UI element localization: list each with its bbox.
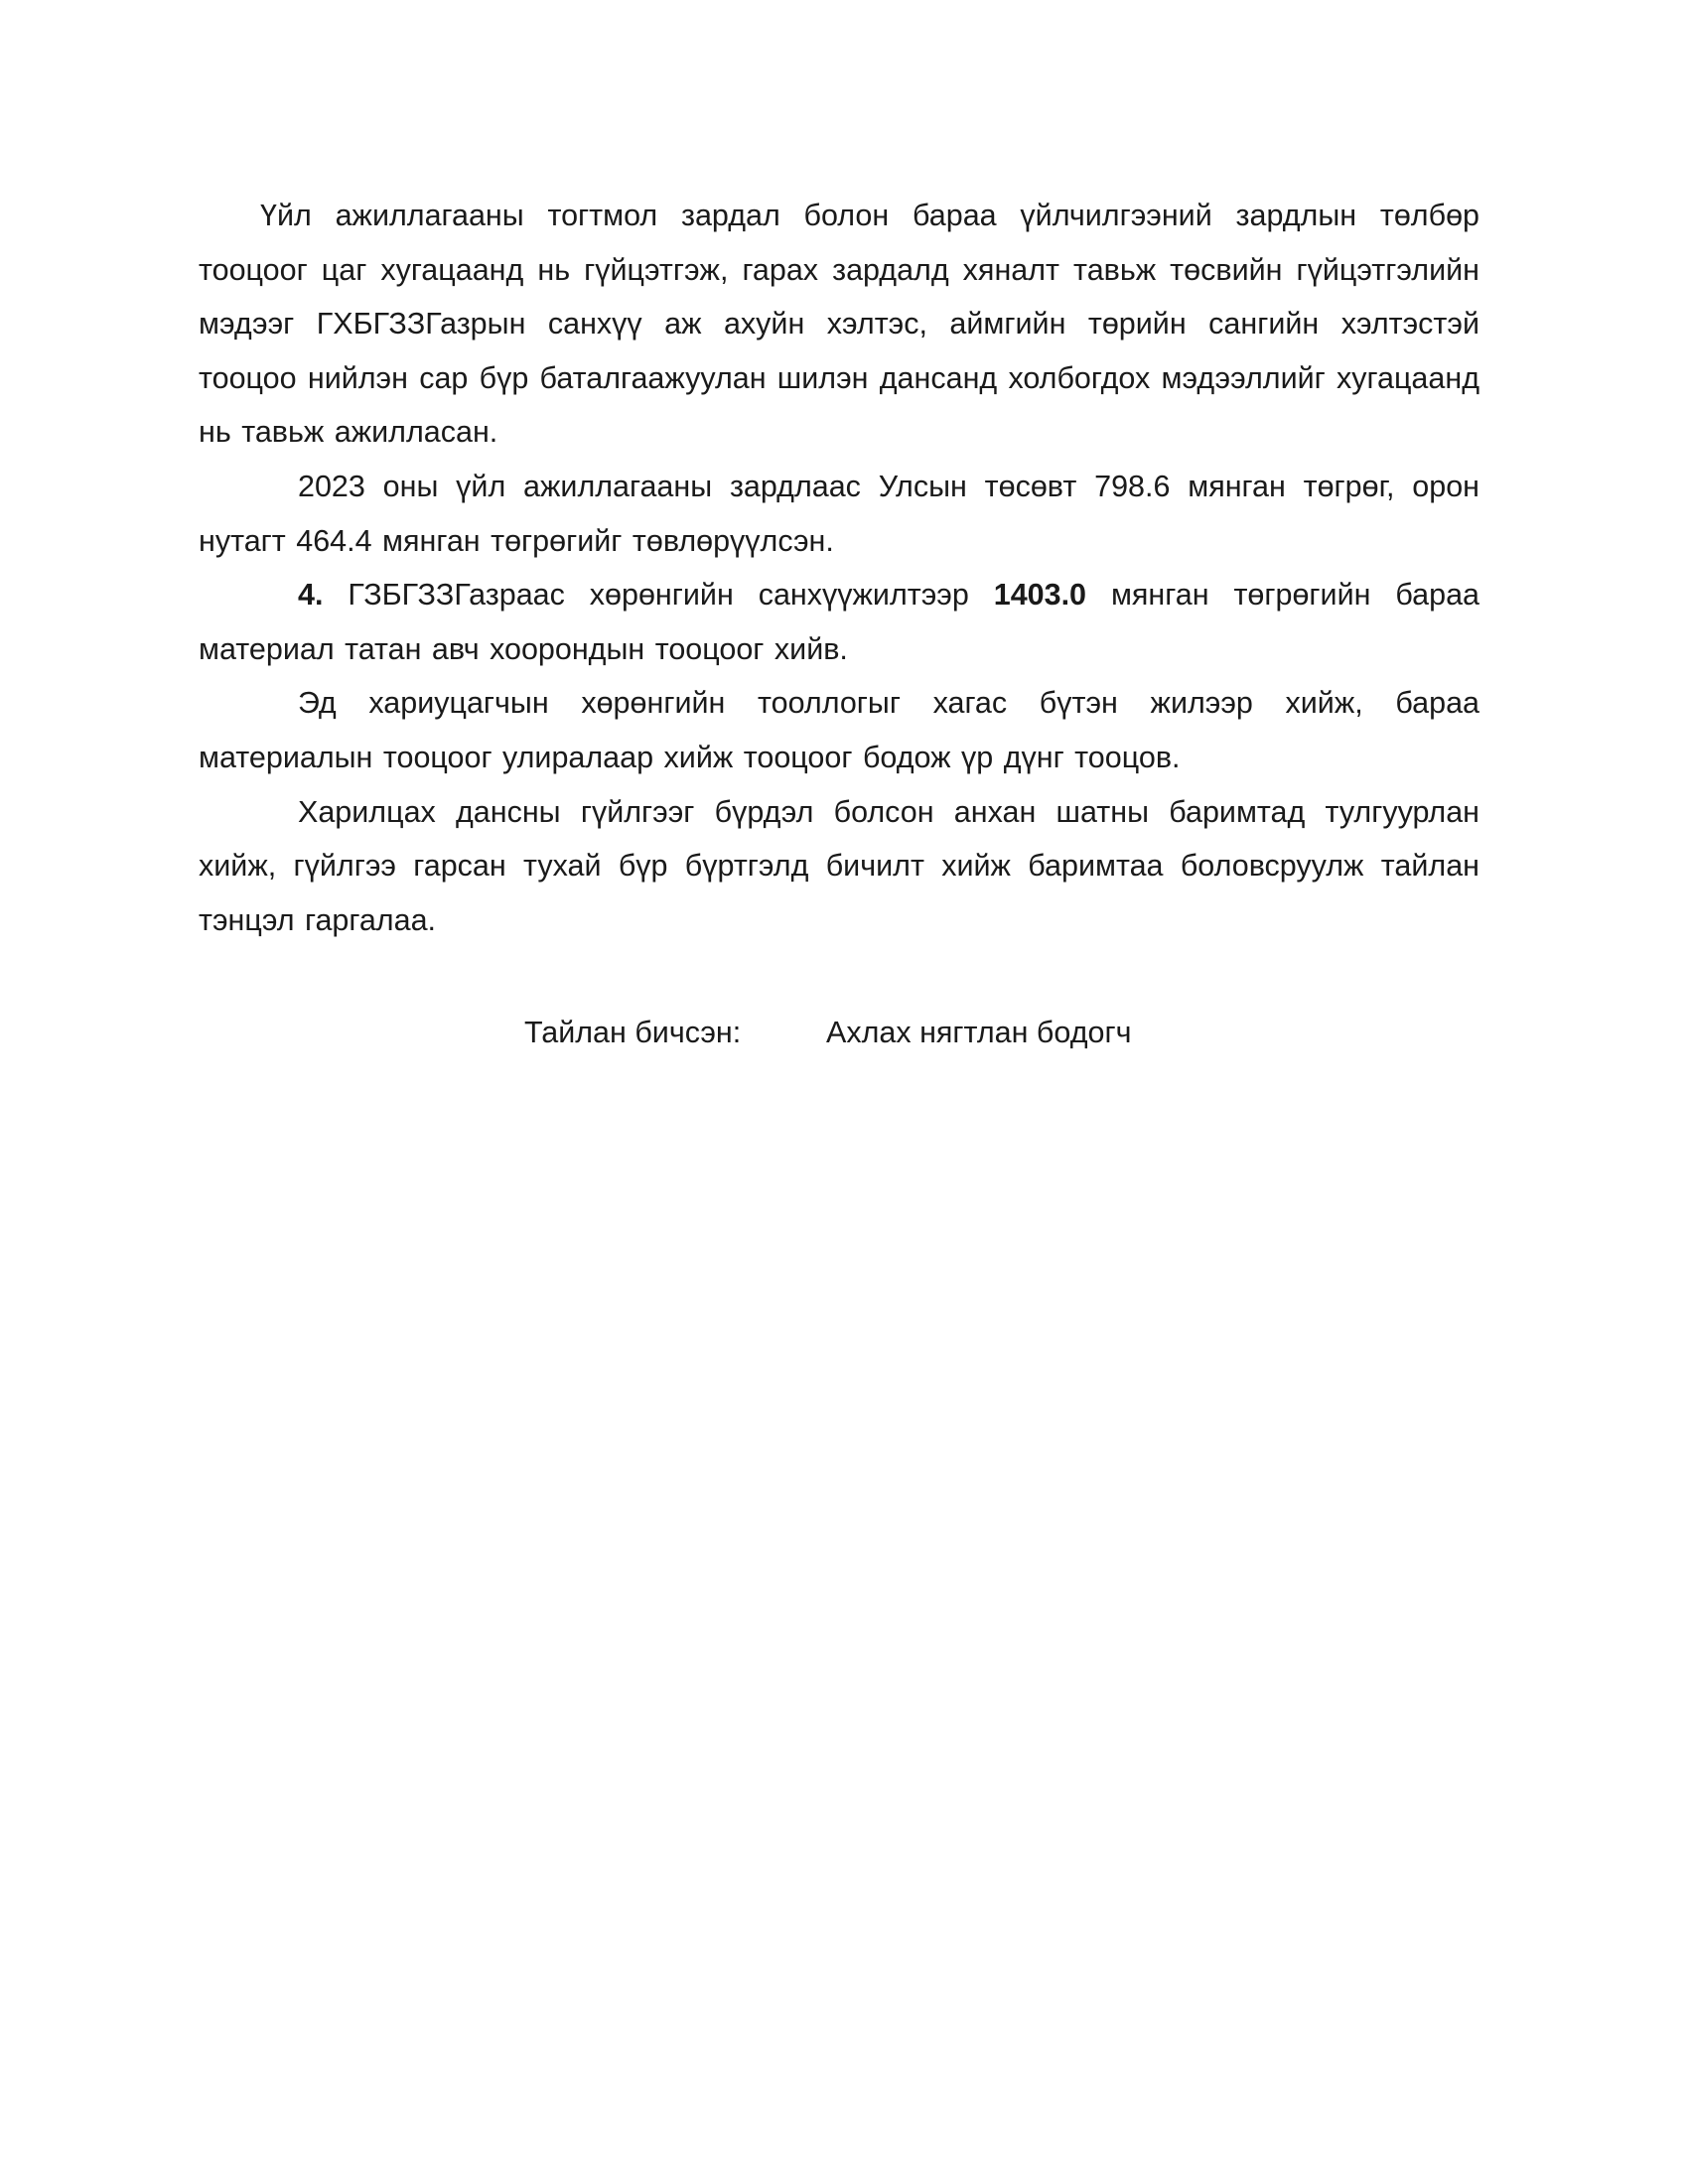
funding-amount: 1403.0 xyxy=(993,578,1087,613)
paragraph-text-before: ГЗБГЗЗГазраас хөрөнгийн санхүүжилтээр xyxy=(323,578,994,613)
paragraph-text-after: мянган төгрөгийн бараа материал татан авч хоорондын тооцоог хийв. xyxy=(199,578,1479,666)
paragraph-materials-funding xyxy=(199,568,1479,676)
signature-label: Тайлан бичсэн: xyxy=(524,1016,742,1049)
paragraph-inventory-count: Эд хариуцагчын хөрөнгийн тооллогыг хагас бүтэн жилээр хийж, бараа материалын тооцоог улиралаар хийж тооцоог бодож үр дүнг тооцов. xyxy=(199,686,1479,774)
paragraph-budget-transfer: 2023 оны үйл ажиллагааны зардлаас Улсын төсөвт 798.6 мянган төгрөг, орон нутагт 464.4 мянган төгрөгийг төвлөрүүлсэн. xyxy=(199,469,1479,558)
section-number: 4. xyxy=(298,578,324,613)
paragraph-expenses-payments: Үйл ажиллагааны тогтмол зардал болон бараа үйлчилгээний зардлын төлбөр тооцоог цаг хугацаанд нь гүйцэтгэж, гарах зардалд хяналт тавьж төсвийн гүйцэтгэлийн мэдээг ГХБГЗЗГазрын санхүү аж ахуйн хэлтэс, аймгийн төрийн сангийн хэлтэстэй тооцоо нийлэн сар бүр баталгаажуулан шилэн дансанд холбогдох мэдээллийг хугацаанд нь тавьж ажилласан. xyxy=(199,199,1479,450)
signature-role: Ахлах нягтлан бодогч xyxy=(826,1016,1132,1049)
paragraph-account-transactions: Харилцах дансны гүйлгээг бүрдэл болсон анхан шатны баримтад тулгуурлан хийж, гүйлгээ гарсан тухай бүр бүртгэлд бичилт хийж баримтаа боловсруулж тайлан тэнцэл гаргалаа. xyxy=(199,794,1479,937)
report-body xyxy=(199,189,1479,947)
